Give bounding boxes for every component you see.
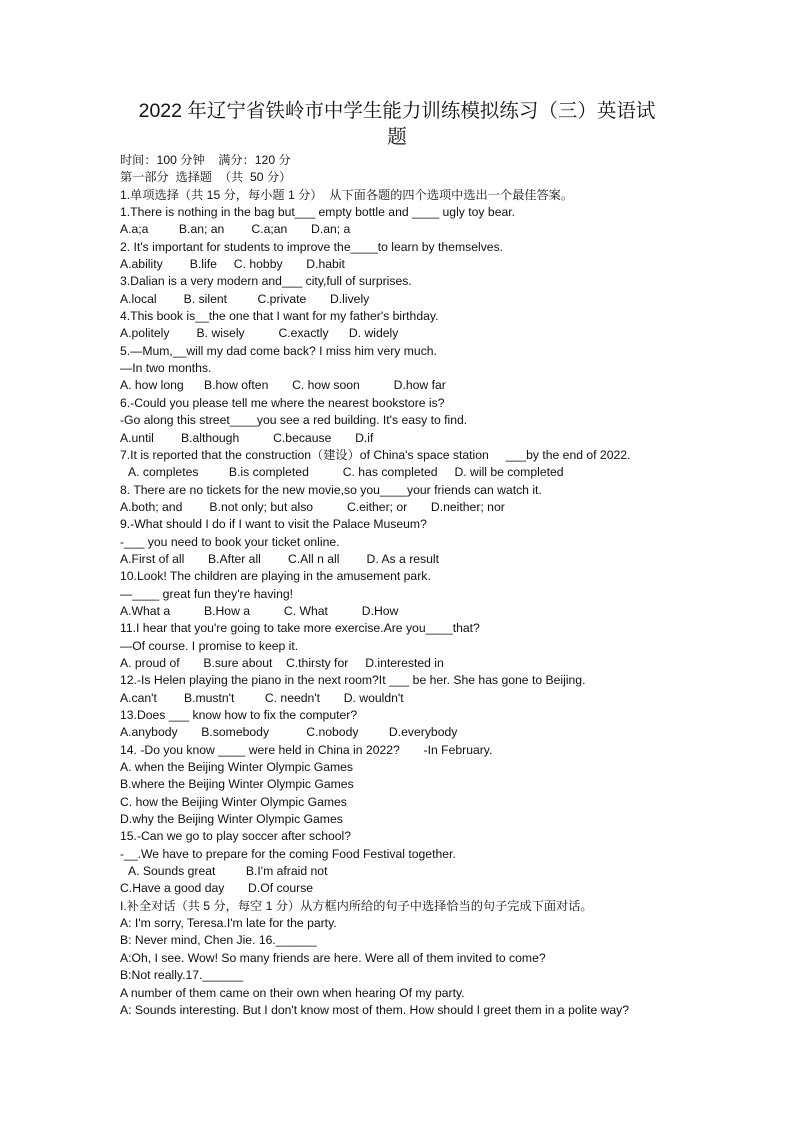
text-line: A: I'm sorry, Teresa.I'm late for the party. [120,916,337,931]
title-line-1: 2022 年辽宁省铁岭市中学生能力训练模拟练习（三）英语试 [138,100,656,122]
text-line: D.why the Beijing Winter Olympic Games [120,812,343,827]
text-line: A.local B. silent C.private D.lively [120,291,370,306]
text-line: 9.-What should I do if I want to visit the Palace Museum? [120,517,427,532]
text-line: 15.-Can we go to play soccer after school? [120,829,352,844]
text-line: 2. It's important for students to improve the____to learn by themselves. [120,239,504,254]
text-line: A. completes B.is completed C. has completed D. will be completed [128,465,564,480]
text-line: —In two months. [120,361,212,376]
text-line: —Of course. I promise to keep it. [120,638,299,653]
text-line: 时间：100 分钟 满分：120 分 [120,153,291,167]
text-line: I.补全对话（共 5 分，每空 1 分）从方框内所给的句子中选择恰当的句子完成下面对话。 [120,898,593,913]
text-line: A: Sounds interesting. But I don't know most of them. How should I greet them in a polite way? [120,1002,630,1017]
text-line: A.can't B.mustn't C. needn't D. wouldn't [120,690,404,705]
text-line: A. Sounds great B.I'm afraid not [128,864,328,879]
text-line: A.anybody B.somebody C.nobody D.everybody [120,725,458,740]
text-line: 10.Look! The children are playing in the amusement park. [120,569,431,584]
text-line: C.Have a good day D.Of course [120,881,314,896]
text-line: A.politely B. wisely C.exactly D. widely [120,326,399,341]
text-line: A.First of all B.After all C.All n all D. As a result [120,551,439,566]
document-body [120,152,680,1019]
text-line: 7.It is reported that the construction（建设）of China's space station ___by the end of 2022. [120,447,631,462]
text-line: 14. -Do you know ____ were held in China in 2022? -In February. [120,742,493,757]
text-line: A. when the Beijing Winter Olympic Games [120,760,354,775]
text-line: A. how long B.how often C. how soon D.how far [120,378,446,393]
text-line: 5.—Mum,__will my dad come back? I miss him very much. [120,343,437,358]
text-line: 第一部分 选择题 （共 50 分） [120,170,292,185]
title-line-2: 题 [387,126,407,148]
text-line: 1.单项选择（共 15 分，每小题 1 分） 从下面各题的四个选项中选出一个最佳答案。 [120,187,574,202]
text-line: 11.I hear that you're going to take more exercise.Are you____that? [120,621,480,636]
text-line: B:Not really.17.______ [120,968,244,983]
text-line: 12.-Is Helen playing the piano in the next room?It ___ be her. She has gone to Beijing. [120,673,586,688]
text-line: B.where the Beijing Winter Olympic Games [120,777,354,792]
text-line: 8. There are no tickets for the new movie,so you____your friends can watch it. [120,482,542,497]
document-title [110,98,684,150]
text-line: A.ability B.life C. hobby D.habit [120,257,345,272]
text-line: 4.This book is__the one that I want for my father's birthday. [120,309,439,324]
text-line: A. proud of B.sure about C.thirsty for D.interested in [120,655,444,670]
text-line: 6.-Could you please tell me where the nearest bookstore is? [120,395,445,410]
text-line: -Go along this street____you see a red building. It's easy to find. [120,413,468,428]
text-line: A.a;a B.an; an C.a;an D.an; a [120,222,351,237]
text-line: -___ you need to book your ticket online. [120,534,340,549]
text-line: A.both; and B.not only; but also C.either; or D.neither; nor [120,499,505,514]
text-line: A number of them came on their own when hearing Of my party. [120,985,465,1000]
text-line: B: Never mind, Chen Jie. 16.______ [120,933,317,948]
text-line: C. how the Beijing Winter Olympic Games [120,794,347,809]
text-line: 3.Dalian is a very modern and___ city,full of surprises. [120,274,412,289]
text-line: -__.We have to prepare for the coming Food Festival together. [120,846,456,861]
text-line: 13.Does ___ know how to fix the computer? [120,708,358,722]
text-line: A.until B.although C.because D.if [120,430,374,445]
text-line: A:Oh, I see. Wow! So many friends are here. Were all of them invited to come? [120,950,546,965]
text-line: 1.There is nothing in the bag but___ empty bottle and ____ ugly toy bear. [120,205,516,220]
text-line: A.What a B.How a C. What D.How [120,603,399,618]
text-line: —____ great fun they're having! [120,586,294,601]
